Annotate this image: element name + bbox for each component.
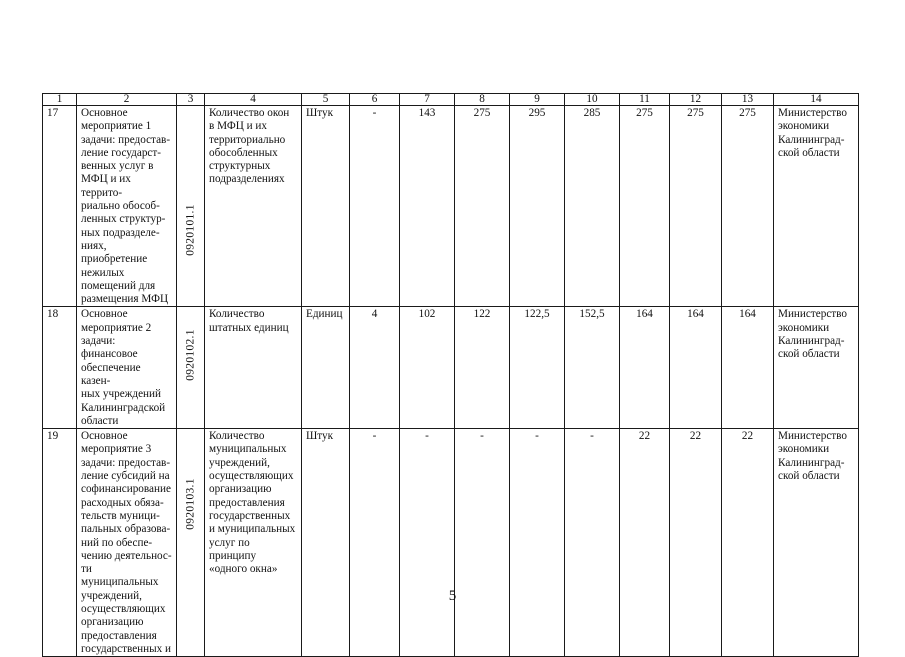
value-10: - (565, 429, 620, 657)
indicator-name: Количество штатных единиц (205, 307, 302, 429)
responsible-executor: Министерство экономики Калининград- ской области (774, 307, 859, 429)
col-header-9: 9 (510, 94, 565, 106)
value-11: 164 (620, 307, 670, 429)
unit: Единиц (302, 307, 350, 429)
value-8: 122 (455, 307, 510, 429)
row-number: 19 (43, 429, 77, 657)
value-9: 122,5 (510, 307, 565, 429)
budget-code: 0920103.1 (183, 478, 196, 530)
value-10: 285 (565, 106, 620, 307)
value-6: - (350, 429, 400, 657)
value-13: 164 (722, 307, 774, 429)
value-9: 295 (510, 106, 565, 307)
value-6: - (350, 106, 400, 307)
col-header-3: 3 (177, 94, 205, 106)
budget-code-cell (177, 106, 205, 307)
page-number: 5 (448, 588, 457, 604)
value-12: 164 (670, 307, 722, 429)
unit: Штук (302, 429, 350, 657)
value-6: 4 (350, 307, 400, 429)
indicator-name: Количество окон в МФЦ и их территориально обособленных структурных подразделениях (205, 106, 302, 307)
table-row (43, 106, 859, 307)
budget-code-cell (177, 429, 205, 657)
value-12: 22 (670, 429, 722, 657)
value-7: 102 (400, 307, 455, 429)
col-header-11: 11 (620, 94, 670, 106)
value-13: 275 (722, 106, 774, 307)
col-header-5: 5 (302, 94, 350, 106)
event-description: Основное мероприятие 3 задачи: предостав- ление субсидий на софинансирование расходных обяза- тельств муници- пальных образова- ний по обеспе- чению деятельнос- ти муниципальных учреждений, осуществляющих организацию предоставления государственных и (77, 429, 177, 657)
table-row (43, 429, 859, 657)
col-header-8: 8 (455, 94, 510, 106)
col-header-10: 10 (565, 94, 620, 106)
unit: Штук (302, 106, 350, 307)
program-table (42, 93, 859, 657)
event-description: Основное мероприятие 1 задачи: предостав- ление государст- венных услуг в МФЦ и их террито- риально обособ- ленных структур- ных подразделе- ниях, приобретение нежилых помещений для размещения МФЦ (77, 106, 177, 307)
event-description: Основное мероприятие 2 задачи: финансовое обеспечение казен- ных учреждений Калининградской области (77, 307, 177, 429)
col-header-6: 6 (350, 94, 400, 106)
budget-code: 0920102.1 (183, 329, 196, 382)
value-8: 275 (455, 106, 510, 307)
value-7: - (400, 429, 455, 657)
col-header-4: 4 (205, 94, 302, 106)
header-row (43, 94, 859, 106)
responsible-executor: Министерство экономики Калининград- ской области (774, 106, 859, 307)
value-8: - (455, 429, 510, 657)
value-10: 152,5 (565, 307, 620, 429)
value-7: 143 (400, 106, 455, 307)
value-9: - (510, 429, 565, 657)
col-header-13: 13 (722, 94, 774, 106)
budget-code-cell (177, 307, 205, 429)
budget-code: 0920101.1 (183, 204, 196, 256)
value-11: 275 (620, 106, 670, 307)
value-13: 22 (722, 429, 774, 657)
row-number: 18 (43, 307, 77, 429)
col-header-1: 1 (43, 94, 77, 106)
col-header-2: 2 (77, 94, 177, 106)
value-11: 22 (620, 429, 670, 657)
responsible-executor: Министерство экономики Калининград- ской области (774, 429, 859, 657)
col-header-14: 14 (774, 94, 859, 106)
row-number: 17 (43, 106, 77, 307)
col-header-12: 12 (670, 94, 722, 106)
table-row (43, 307, 859, 429)
col-header-7: 7 (400, 94, 455, 106)
indicator-name: Количество муниципальных учреждений, осуществляющих организацию предоставления государственных и муниципальных услуг по принципу «одного окна» (205, 429, 302, 657)
value-12: 275 (670, 106, 722, 307)
